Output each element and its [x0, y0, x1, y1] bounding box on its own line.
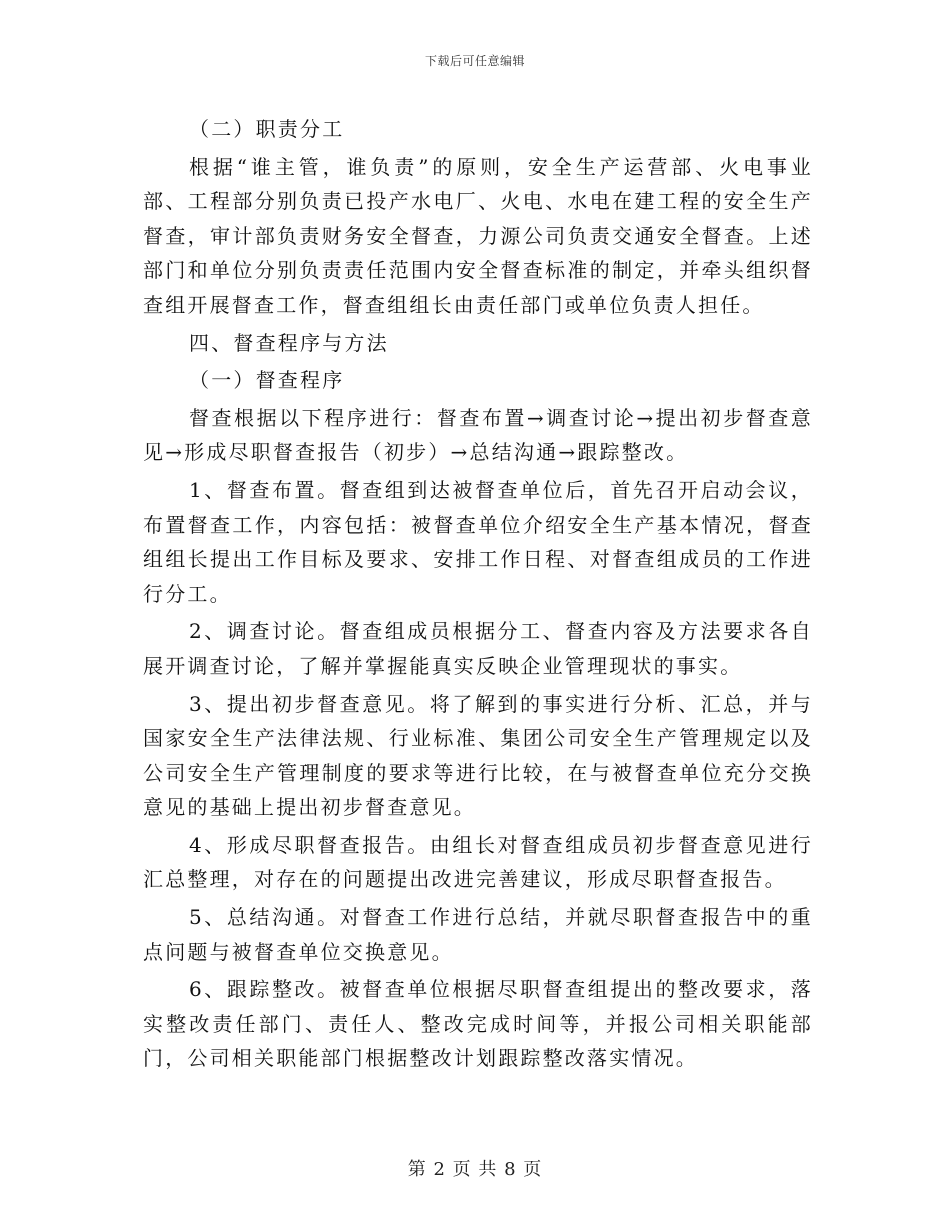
section-heading-responsibilities: （二）职责分工 [189, 117, 345, 141]
paragraph-step-3: 3、提出初步督查意见。将了解到的事实进行分析、汇总，并与国家安全生产法律法规、行业标准、集团公司安全生产管理规定以及公司安全生产管理制度的要求等进行比较，在与被督查单位充分交换意见的基础上提出初步督查意见。 [143, 691, 813, 820]
subsection-heading-procedure: （一）督查程序 [189, 368, 345, 393]
document-body [143, 112, 813, 1079]
paragraph-step-1: 1、督查布置。督查组到达被督查单位后，首先召开启动会议，布置督查工作，内容包括：被督查单位介绍安全生产基本情况，督查组组长提出工作目标及要求、安排工作日程、对督查组成员的工作进行分工。 [143, 477, 813, 606]
paragraph-step-6: 6、跟踪整改。被督查单位根据尽职督查组提出的整改要求，落实整改责任部门、责任人、整改完成时间等，并报公司相关职能部门，公司相关职能部门根据整改计划跟踪整改落实情况。 [143, 977, 813, 1071]
page-header: 下载后可任意编辑 [424, 54, 525, 68]
paragraph-procedure-overview: 督查根据以下程序进行：督查布置→调查讨论→提出初步督查意见→形成尽职督查报告（初步）→总结沟通→跟踪整改。 [143, 405, 813, 465]
paragraph-step-5: 5、总结沟通。对督查工作进行总结，并就尽职督查报告中的重点问题与被督查单位交换意见。 [143, 905, 813, 964]
section-heading-procedures: 四、督查程序与方法 [189, 330, 389, 355]
paragraph-step-4: 4、形成尽职督查报告。由组长对督查组成员初步督查意见进行汇总整理，对存在的问题提出改进完善建议，形成尽职督查报告。 [143, 832, 813, 892]
paragraph-responsibilities: 根据“谁主管，谁负责”的原则，安全生产运营部、火电事业部、工程部分别负责已投产水电厂、火电、水电在建工程的安全生产督查，审计部负责财务安全督查，力源公司负责交通安全督查。上述部门和单位分别负责责任范围内安全督查标准的制定，并牵头组织督查组开展督查工作，督查组组长由责任部门或单位负责人担任。 [143, 154, 813, 317]
paragraph-step-2: 2、调查讨论。督查组成员根据分工、督查内容及方法要求各自展开调查讨论，了解并掌握能真实反映企业管理现状的事实。 [143, 619, 813, 678]
page-footer: 第 2 页 共 8 页 [407, 1159, 543, 1180]
